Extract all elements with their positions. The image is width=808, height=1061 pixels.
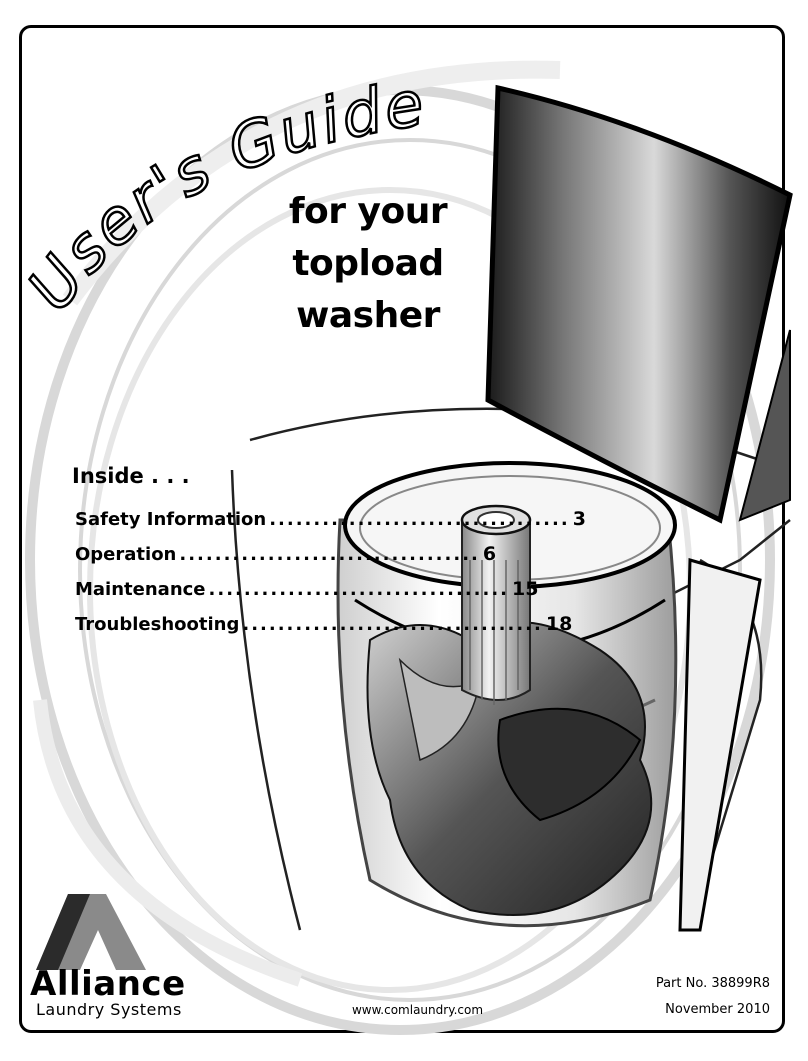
part-number: Part No. 38899R8 bbox=[655, 976, 770, 991]
toc-leader-dots: .................................. bbox=[269, 509, 570, 530]
toc-item-maintenance[interactable] bbox=[75, 578, 539, 613]
subtitle-line: topload bbox=[292, 243, 444, 284]
publication-date: November 2010 bbox=[665, 1002, 770, 1017]
toc-item-title: Troubleshooting bbox=[75, 614, 240, 635]
cover-subtitle bbox=[283, 186, 453, 342]
toc-item-title: Operation bbox=[75, 544, 177, 565]
alliance-logo bbox=[28, 892, 253, 1022]
subtitle-line: for your bbox=[288, 191, 448, 232]
toc-item-title: Safety Information bbox=[75, 509, 267, 530]
toc-item-title: Maintenance bbox=[75, 579, 206, 600]
toc-item-page: 6 bbox=[482, 543, 497, 565]
logo-subtitle: Laundry Systems bbox=[36, 1000, 182, 1019]
toc-leader-dots: .................................. bbox=[242, 614, 543, 635]
toc-item-operation[interactable] bbox=[75, 543, 497, 578]
website-link[interactable]: www.comlaundry.com bbox=[351, 1003, 484, 1017]
toc-leader-dots: .................................. bbox=[208, 579, 510, 600]
logo-wordmark: Alliance bbox=[30, 964, 186, 1004]
toc-item-page: 15 bbox=[512, 578, 539, 600]
toc-item-troubleshooting[interactable] bbox=[75, 613, 573, 648]
toc-item-safety[interactable] bbox=[75, 508, 586, 543]
table-of-contents bbox=[75, 508, 586, 648]
inside-heading: Inside . . . bbox=[72, 464, 190, 488]
subtitle-line: washer bbox=[296, 295, 440, 336]
toc-item-page: 3 bbox=[572, 508, 586, 530]
toc-item-page: 18 bbox=[545, 613, 573, 635]
cover-title: User's Guide bbox=[13, 66, 431, 324]
toc-leader-dots: .................................. bbox=[179, 544, 480, 565]
a-mark-icon bbox=[28, 892, 158, 972]
